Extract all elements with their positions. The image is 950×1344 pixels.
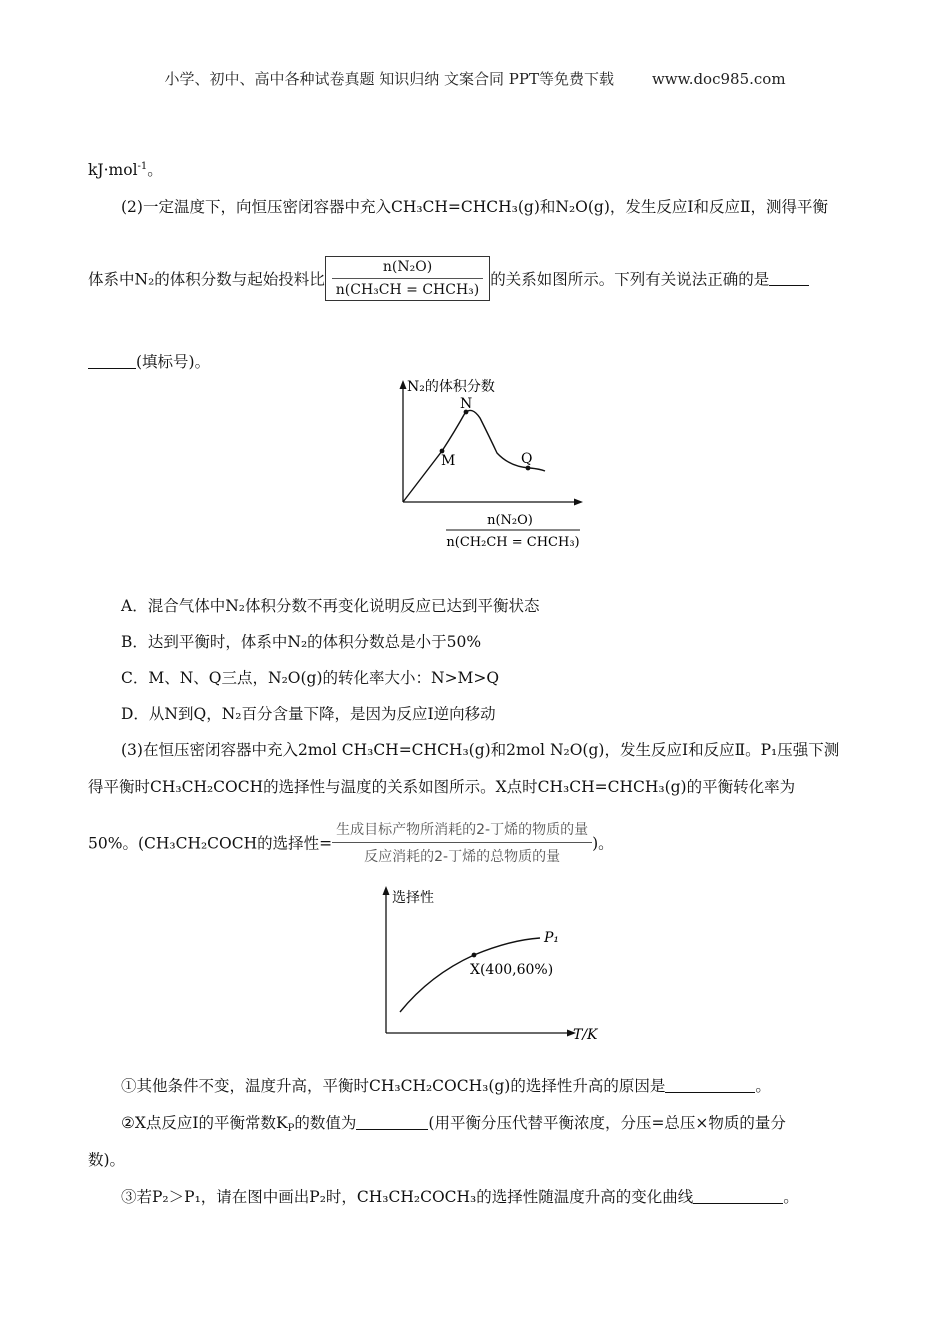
q3-line1: (3)在恒压密闭容器中充入2mol CH₃CH=CHCH₃(g)和2mol N₂O(g)，发生反应Ⅰ和反应Ⅱ。P₁压强下测 xyxy=(121,741,840,759)
label-n: N xyxy=(460,396,473,412)
unit-text: kJ·mol xyxy=(88,161,138,179)
header-text: 小学、初中、高中各种试卷真题 知识归纳 文案合同 PPT等免费下载 xyxy=(164,70,614,88)
q2-line1: (2)一定温度下，向恒压密闭容器中充入CH₃CH=CHCH₃(g)和N₂O(g)，发生反应Ⅰ和反应Ⅱ，测得平衡 xyxy=(121,198,829,216)
feed-ratio-numerator: n(N₂O) xyxy=(332,259,483,279)
y-axis-arrow xyxy=(400,380,407,389)
point-x-label: X(400,60%) xyxy=(470,962,554,978)
p1-label: P₁ xyxy=(544,930,560,946)
q2-line2-post: 的关系如图所示。下列有关说法正确的是 xyxy=(490,270,770,289)
selectivity-denominator: 反应消耗的2-丁烯的总物质的量 xyxy=(364,849,561,865)
unit-end: 。 xyxy=(147,161,163,179)
q2-line3-post: (填标号)。 xyxy=(136,353,211,371)
option-c[interactable]: C．M、N、Q三点，N₂O(g)的转化率大小：N>M>Q xyxy=(121,669,500,687)
point-x xyxy=(472,953,477,958)
label-q: Q xyxy=(521,451,533,467)
q2-line2-pre: 体系中N₂的体积分数与起始投料比 xyxy=(88,270,325,289)
q3-blank[interactable] xyxy=(693,1189,783,1204)
chart2-y-axis-arrow xyxy=(383,886,390,895)
chart1-xlabel-num: n(N₂O) xyxy=(487,513,533,528)
q1-blank[interactable] xyxy=(665,1078,755,1093)
n2-fraction-chart xyxy=(380,375,600,555)
option-a[interactable]: A．混合气体中N₂体积分数不再变化说明反应已达到平衡状态 xyxy=(121,597,540,615)
q2-mid: 的数值为 xyxy=(294,1114,357,1132)
page-header xyxy=(0,68,950,89)
q1-text: ①其他条件不变，温度升高，平衡时CH₃CH₂COCH₃(g)的选择性升高的原因是 xyxy=(121,1077,666,1095)
q3-line3-pre: 50%。(CH₃CH₂COCH的选择性= xyxy=(88,834,333,853)
chart2-ylabel: 选择性 xyxy=(392,890,434,906)
answer-blank[interactable] xyxy=(769,271,809,286)
q2-line2 xyxy=(88,256,809,301)
q3-line2: 得平衡时CH₃CH₂COCH的选择性与温度的关系如图所示。X点时CH₃CH=CHCH₃(g)的平衡转化率为 xyxy=(88,778,796,796)
q1-end: 。 xyxy=(755,1077,771,1095)
sub-question-3 xyxy=(121,1185,799,1207)
unit-line xyxy=(88,158,163,180)
option-d[interactable]: D．从N到Q，N₂百分含量下降，是因为反应Ⅰ逆向移动 xyxy=(121,705,496,723)
feed-ratio-bracket xyxy=(325,256,490,301)
header-url[interactable]: www.doc985.com xyxy=(651,70,786,88)
unit-exponent: -1 xyxy=(137,161,148,172)
chart1-ylabel: N₂的体积分数 xyxy=(407,379,495,395)
feed-ratio-denominator: n(CH₃CH = CHCH₃) xyxy=(335,282,480,298)
option-b[interactable]: B．达到平衡时，体系中N₂的体积分数总是小于50% xyxy=(121,633,482,651)
chart2-xlabel: T/K xyxy=(573,1027,598,1043)
feed-ratio-fraction xyxy=(332,259,483,298)
selectivity-chart xyxy=(370,880,620,1045)
sub-question-1 xyxy=(121,1074,771,1096)
q3-end: 。 xyxy=(783,1188,799,1206)
sub-question-2 xyxy=(121,1111,786,1134)
label-m: M xyxy=(441,453,456,469)
q3-text: ③若P₂＞P₁，请在图中画出P₂时，CH₃CH₂COCH₃的选择性随温度升高的变化曲线 xyxy=(121,1188,694,1206)
q2-sub: P xyxy=(287,1123,295,1134)
selectivity-fraction xyxy=(332,819,592,866)
q2-pre: ②X点反应Ⅰ的平衡常数K xyxy=(121,1114,288,1132)
q3-line3 xyxy=(88,819,614,866)
q2-line3 xyxy=(88,350,210,372)
q2-post: (用平衡分压代替平衡浓度，分压=总压×物质的量分 xyxy=(428,1114,786,1132)
x-axis-arrow xyxy=(574,499,583,506)
answer-blank-cont[interactable] xyxy=(88,354,136,369)
chart1-xlabel-den: n(CH₂CH = CHCH₃) xyxy=(446,535,580,550)
sub-question-2-cont: 数)。 xyxy=(88,1151,126,1169)
q3-line3-post: )。 xyxy=(592,834,614,853)
q2-blank[interactable] xyxy=(356,1115,428,1130)
selectivity-numerator: 生成目标产物所消耗的2-丁烯的物质的量 xyxy=(332,819,592,843)
